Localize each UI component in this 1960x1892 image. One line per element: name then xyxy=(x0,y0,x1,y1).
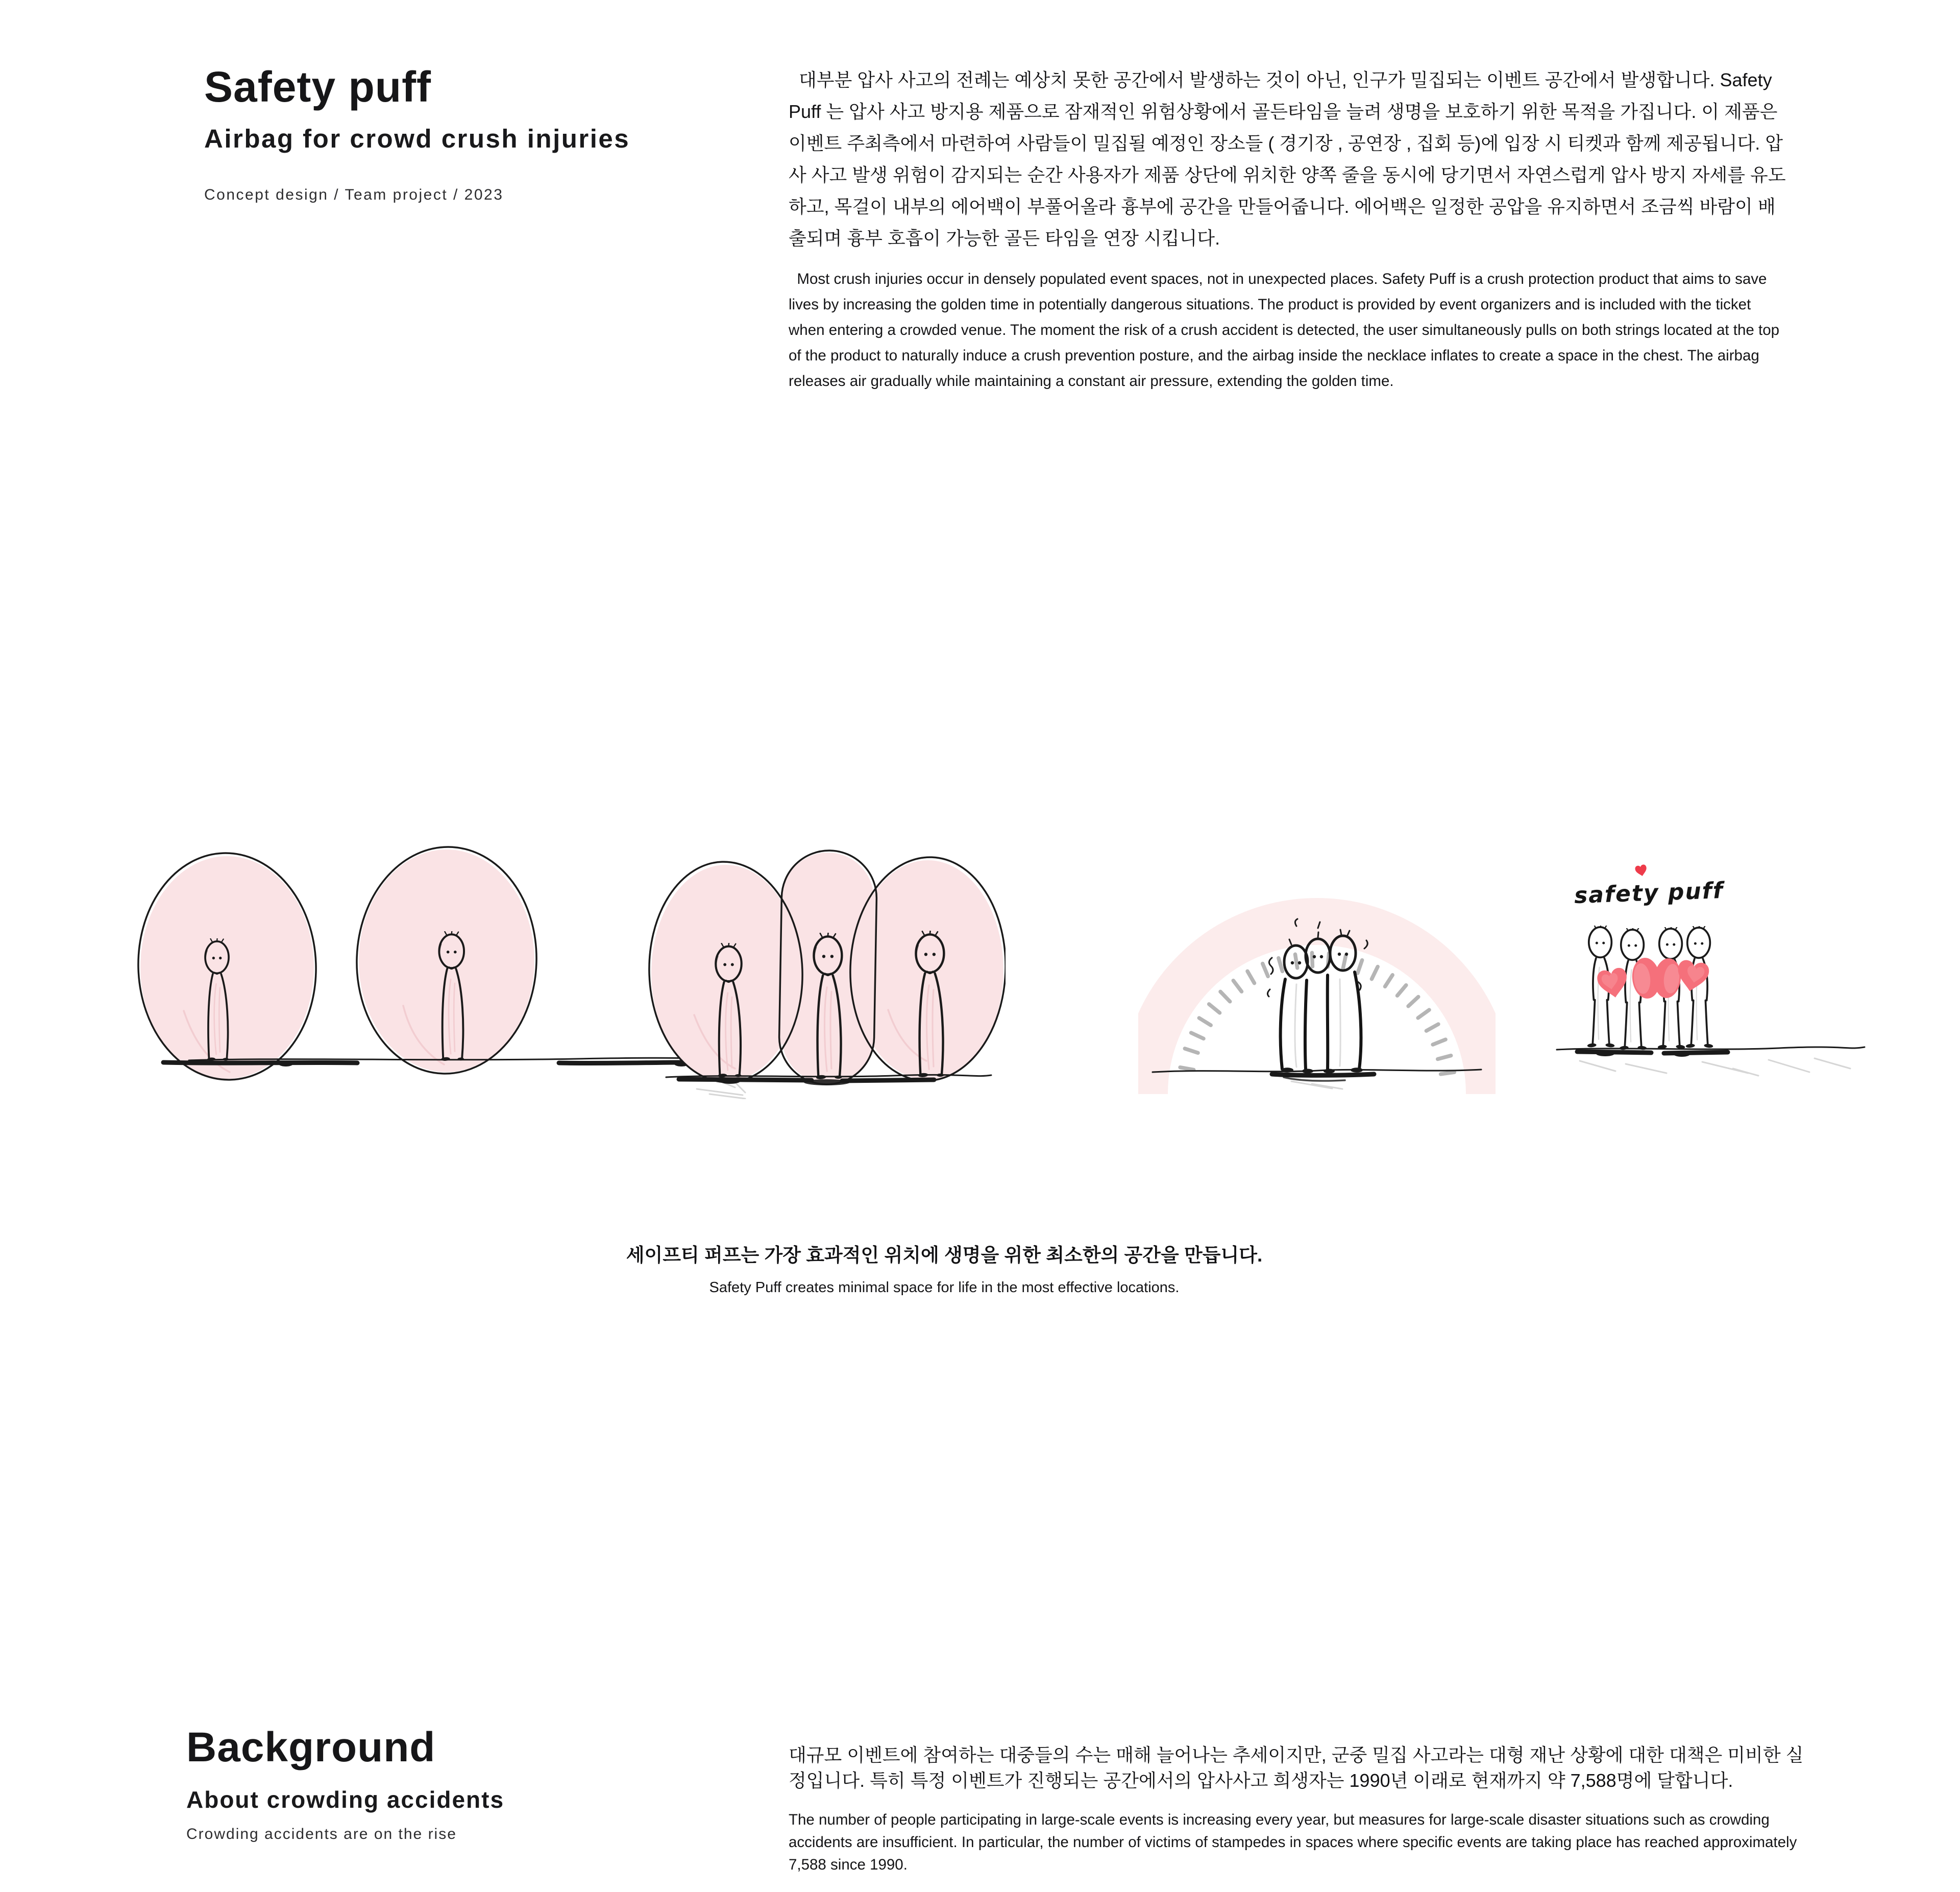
background-section-titles xyxy=(186,1724,748,1843)
background-paragraph-english: The number of people participating in large-scale events is increasing every year, but measures for large-scale disaster situations such as crowding accidents are insufficient. In particular, the number of victims of stampedes in spaces where specific events are taking place has reached approximately 7,588 since 1990. xyxy=(789,1811,1797,1873)
illustration-crush-golden-time xyxy=(1138,826,1496,1094)
background-paragraph-korean: 대규모 이벤트에 참여하는 대중들의 수는 매해 늘어나는 추세이지만, 군중 밀집 사고라는 대형 재난 상황에 대한 대책은 미비한 실정입니다. 특히 특정 이벤트가 진행되는 공간에서의 압사사고 희생자는 1990년 이래로 현재까지 약 7,588명에 달합니다. xyxy=(789,1744,1804,1791)
intro-text-block xyxy=(789,64,1789,394)
background-tagline: Crowding accidents are on the rise xyxy=(186,1826,457,1842)
caption-block xyxy=(597,1240,1291,1296)
caption-korean: 세이프티 퍼프는 가장 효과적인 위치에 생명을 위한 최소한의 공간을 만듭니다. xyxy=(626,1245,1263,1266)
header-titles xyxy=(204,65,766,204)
small-heart-icon xyxy=(1634,864,1648,877)
handwritten-label: safety puff xyxy=(1574,877,1724,909)
background-title: Background xyxy=(186,1724,436,1770)
illustration-safety-puff-worn xyxy=(1549,841,1868,1084)
intro-paragraph-english: Most crush injuries occur in densely populated event spaces, not in unexpected places. Safety Puff is a crush protection product that aims to save lives by increasing the golden time in potentially dangerous situations. The product is provided by event organizers and is included with the ticket when entering a crowded venue. The moment the risk of a crush accident is detected, the user simultaneously pulls on both strings located at the top of the product to naturally induce a crush prevention posture, and the airbag inside the necklace inflates to create a space in the chest. The airbag releases air gradually while maintaining a constant air pressure, extending the golden time. xyxy=(789,271,1784,390)
caption-english: Safety Puff creates minimal space for life in the most effective locations. xyxy=(709,1279,1180,1296)
illustration-crowding-bubbles xyxy=(648,841,1006,1099)
background-subtitle: About crowding accidents xyxy=(186,1786,505,1813)
clock-arch xyxy=(1144,921,1489,1094)
page-subtitle: Airbag for crowd crush injuries xyxy=(204,124,630,153)
page-title: Safety puff xyxy=(204,63,432,111)
intro-paragraph-korean: 대부분 압사 사고의 전례는 예상치 못한 공간에서 발생하는 것이 아닌, 인구가 밀집되는 이벤트 공간에서 발생합니다. Safety Puff 는 압사 사고 방지용 제품으로 잠재적인 위험상황에서 골든타임을 늘려 생명을 보호하기 위한 목적을 가집니다. 이 제품은 이벤트 주최측에서 마련하여 사람들이 밀집될 예정인 장소들 ( 경기장 , 공연장 , 집회 등)에 입장 시 티켓과 함께 제공됩니다. 압사 사고 발생 위험이 감지되는 순간 사용자가 제품 상단에 위치한 양쪽 줄을 동시에 당기면서 자연스럽게 압사 방지 자세를 유도하고, 목걸이 내부의 에어백이 부풀어올라 흉부에 공간을 만들어줍니다. 에어백은 일정한 공압을 유지하면서 조금씩 바람이 배출되며 흉부 호흡이 가능한 골든 타임을 연장 시킵니다. xyxy=(789,69,1786,249)
project-meta: Concept design / Team project / 2023 xyxy=(204,186,504,203)
background-text-block xyxy=(789,1742,1809,1876)
